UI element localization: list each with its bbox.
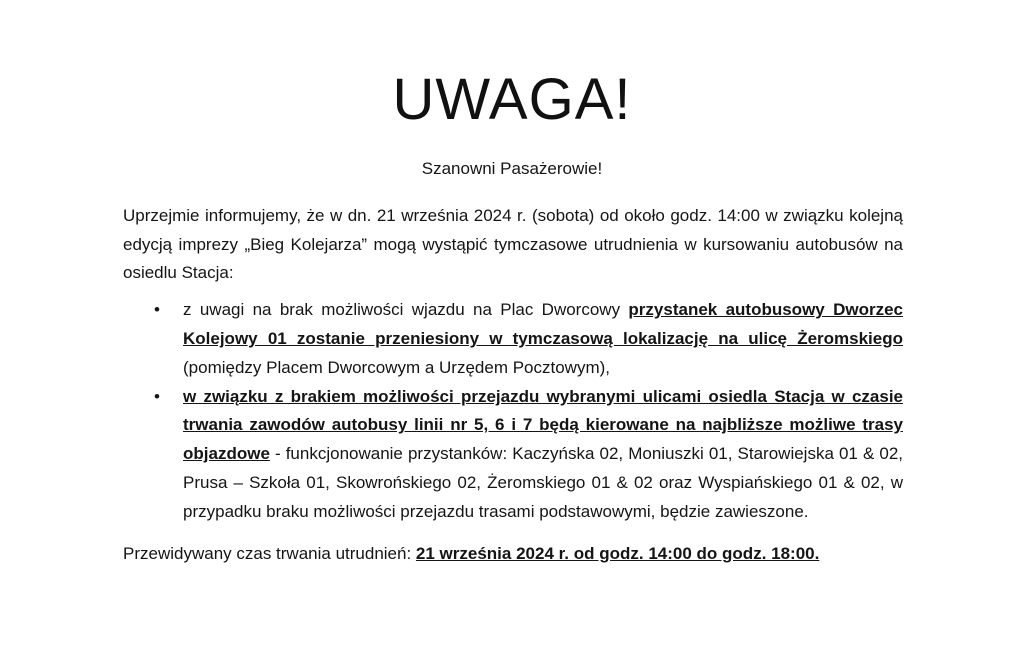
bullet-icon: • — [154, 300, 160, 320]
list-item-text — [183, 300, 903, 377]
body-text: z uwagi na brak możliwości wjazdu na Plac Dworcowy — [183, 300, 629, 320]
duration-note — [123, 540, 903, 569]
notice-title: UWAGA! — [392, 67, 632, 132]
body-text: Przewidywany czas trwania utrudnień: — [123, 543, 416, 563]
list-item-detour-routes — [154, 383, 903, 527]
list-item-text — [183, 387, 903, 521]
disruption-list — [123, 296, 903, 526]
notice-greeting: Szanowni Pasażerowie! — [421, 158, 603, 178]
bullet-icon: • — [154, 386, 160, 406]
body-text: Uprzejmie informujemy, że w dn. 21 września 2024 r. (sobota) od około godz. 14:00 w związku kolejną edycją imprezy „Bieg Kolejarza” mogą wystąpić tymczasowe utrudnienia w kursowaniu autobusów na osiedlu Stacja: — [123, 205, 903, 283]
list-item-bus-stop-relocation — [154, 296, 903, 382]
intro-paragraph — [123, 202, 903, 288]
emphasized-text: w związku z brakiem możliwości przejazdu wybranymi ulicami osiedla Stacja w czasie trwania zawodów autobusy linii nr 5, 6 i 7 będą kierowane na najbliższe możliwe trasy objazdowe — [183, 386, 903, 464]
emphasized-text: przystanek autobusowy Dworzec Kolejowy 01 zostanie przeniesiony w tymczasową lokalizację na ulicę Żeromskiego — [183, 300, 903, 349]
notice-body — [123, 202, 903, 569]
body-text: (pomiędzy Placem Dworcowym a Urzędem Pocztowym), — [183, 357, 610, 377]
emphasized-text: 21 września 2024 r. od godz. 14:00 do godz. 18:00. — [415, 543, 820, 563]
body-text: - funkcjonowanie przystanków: Kaczyńska 02, Moniuszki 01, Starowiejska 01 & 02, Prusa – Szkoła 01, Skowrońskiego 02, Żeromskiego 01 & 02 oraz Wyspiańskiego 01 & 02, w przypadku braku możliwości przejazdu trasami podstawowymi, będzie zawieszone. — [183, 444, 903, 521]
